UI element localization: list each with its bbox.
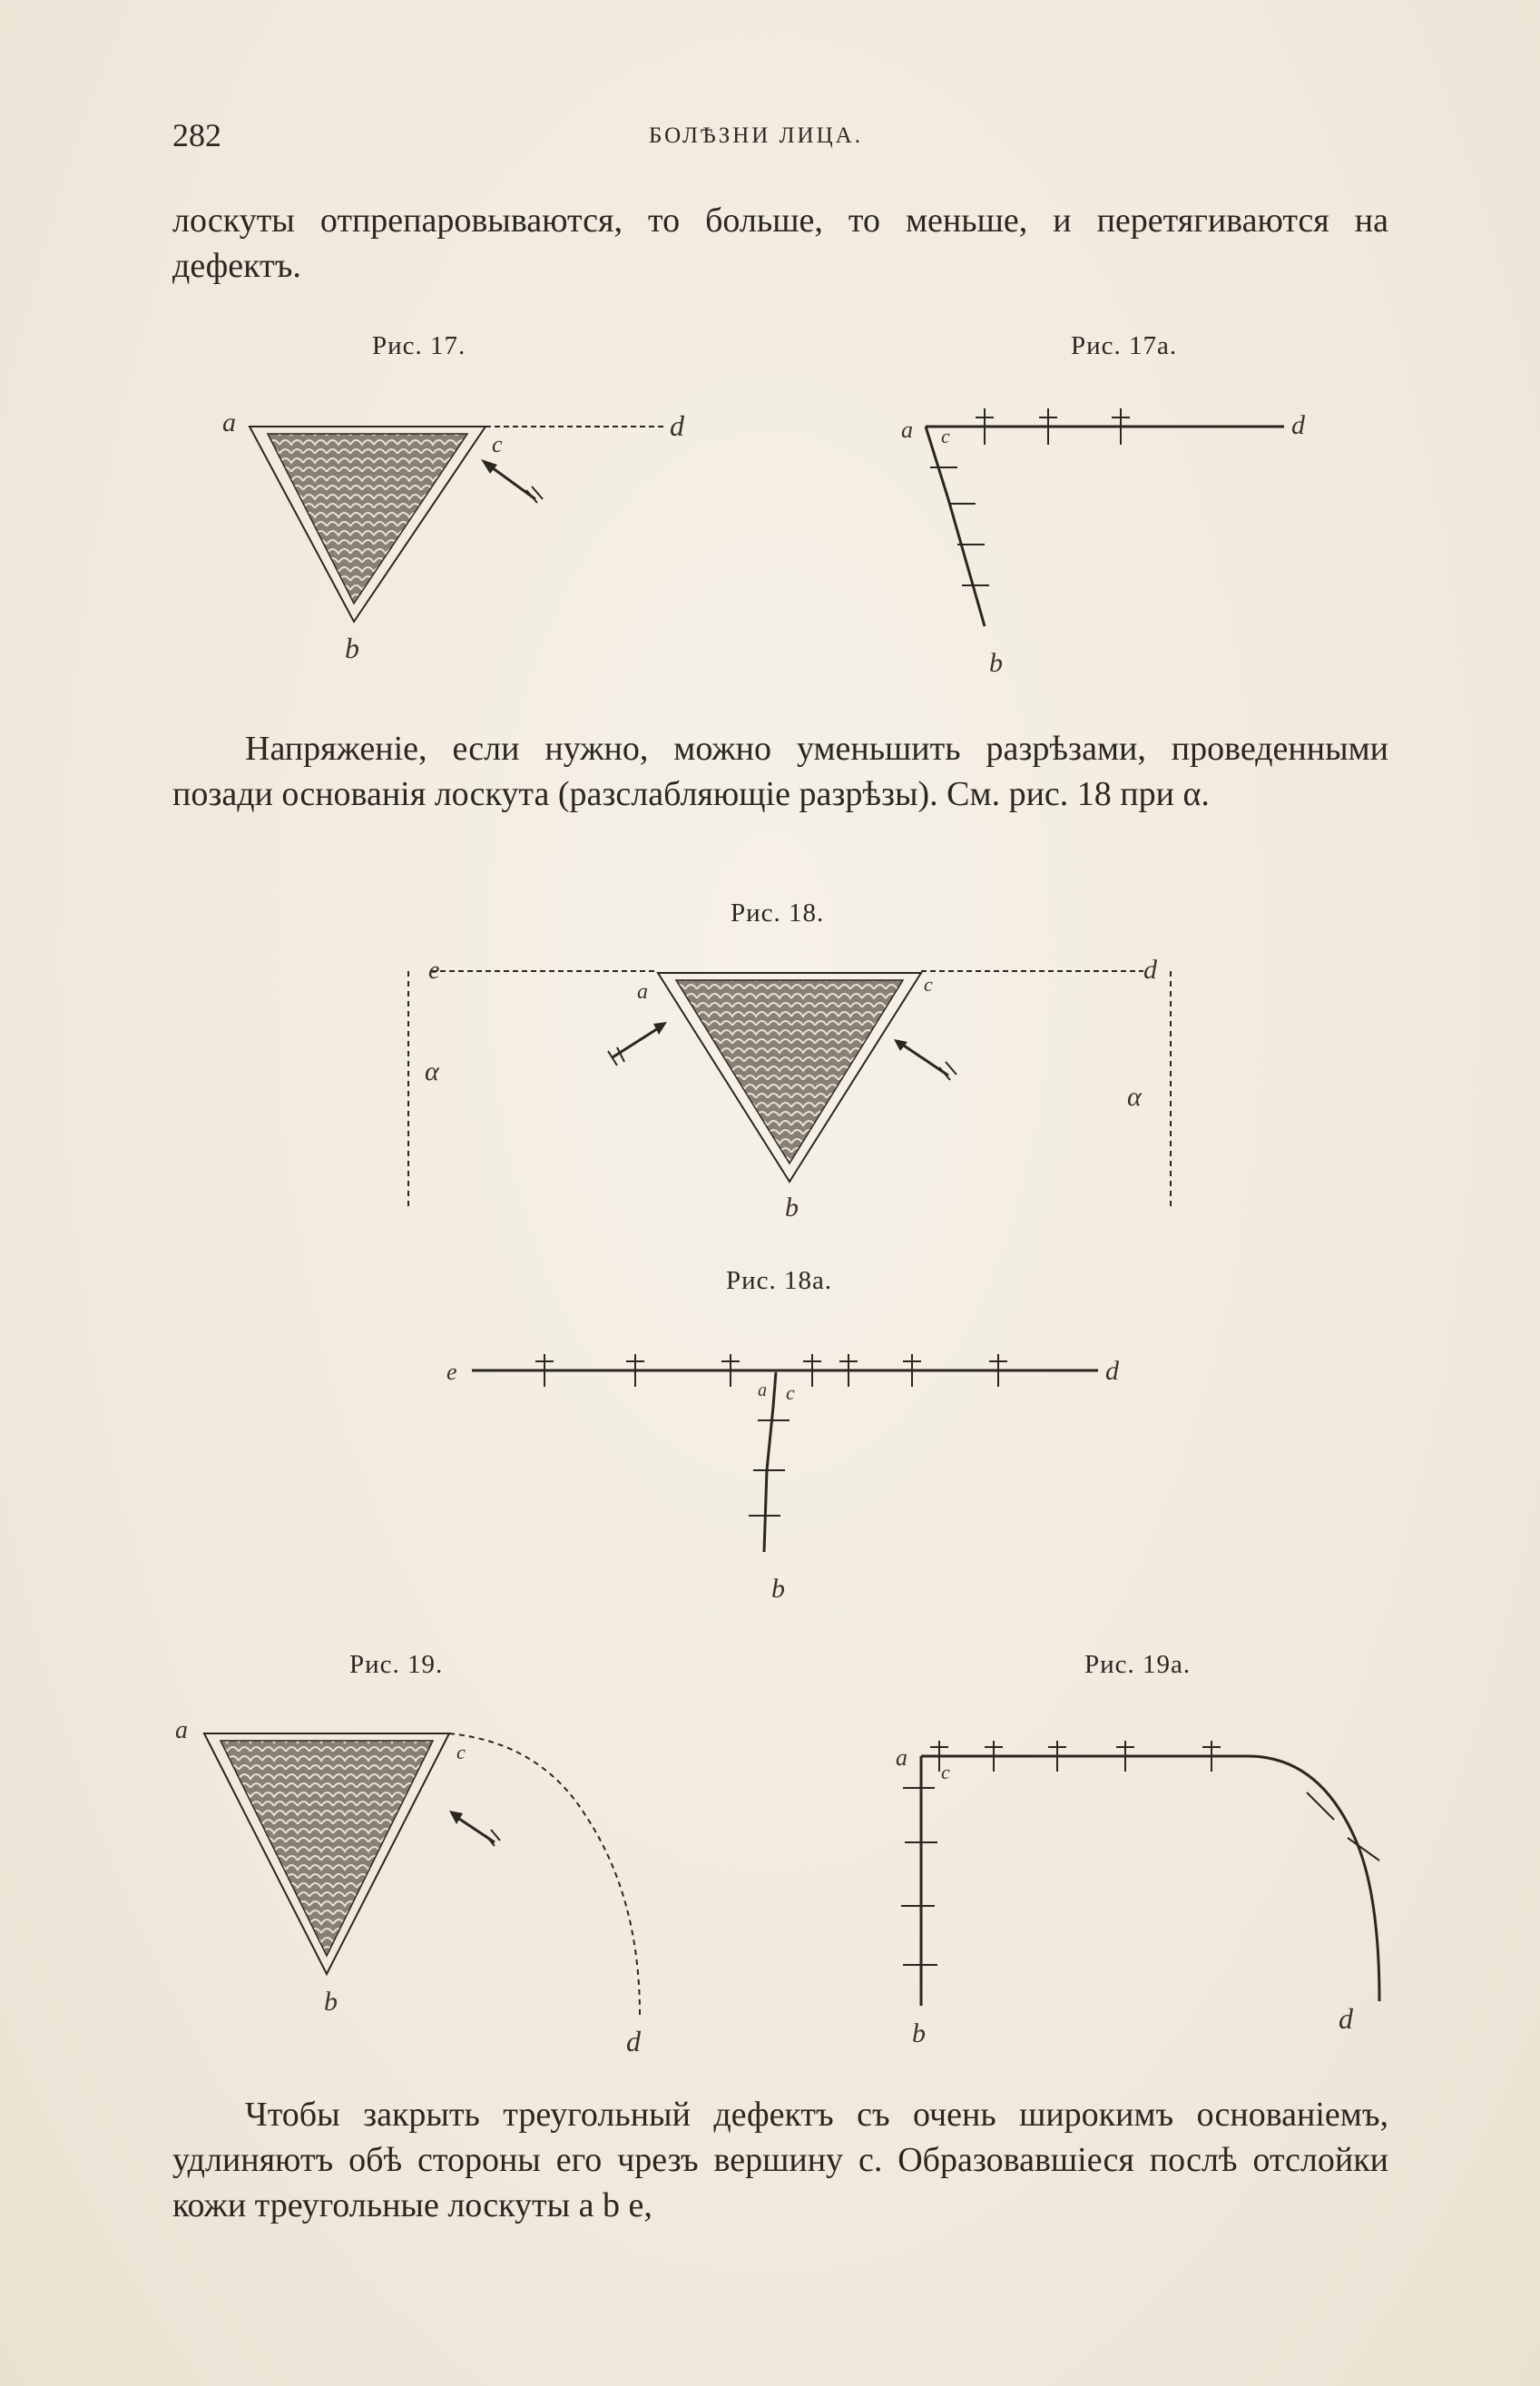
fig19-label-d: d <box>626 2025 641 2057</box>
fig19a-label-d: d <box>1339 2002 1353 2035</box>
arrow-icon <box>449 1811 500 1846</box>
fig17a-label-b: b <box>989 648 1003 678</box>
fig18-label-c: c <box>924 973 933 996</box>
fig18a-label-e: e <box>446 1359 457 1385</box>
fig17-label-c: c <box>492 431 503 457</box>
figure-17 <box>209 399 717 690</box>
fig18-label-d: d <box>1143 955 1157 985</box>
fig18-label-alpha-right: α <box>1127 1082 1142 1112</box>
running-head: БОЛѢЗНИ ЛИЦА. <box>649 123 863 148</box>
fig17a-label-c: c <box>941 425 950 447</box>
figure-18a <box>436 1334 1134 1606</box>
fig18a-label-c: c <box>786 1381 795 1404</box>
fig18-label-e: e <box>428 957 440 985</box>
fig18-label-alpha-left: α <box>425 1056 439 1086</box>
fig17a-label-a: a <box>901 417 913 443</box>
fig18-label-b: b <box>785 1193 799 1222</box>
figure-18 <box>390 953 1189 1225</box>
fig19-label-a: a <box>175 1716 188 1744</box>
figure-19 <box>168 1715 676 2060</box>
fig19-label-b: b <box>324 1987 338 2017</box>
fig18-label-a: a <box>637 980 648 1004</box>
arrow-icon <box>481 459 543 503</box>
figure-19-caption: Рис. 19. <box>349 1650 444 1679</box>
page-number: 282 <box>172 117 221 153</box>
fig17-label-a: a <box>222 407 236 437</box>
fig17a-label-d: d <box>1291 410 1305 440</box>
figure-19a-caption: Рис. 19a. <box>1084 1650 1192 1679</box>
figure-19a <box>885 1715 1393 2060</box>
fig19a-label-b: b <box>912 2018 926 2048</box>
figure-17a <box>885 390 1339 690</box>
fig17-label-b: b <box>345 632 359 664</box>
paragraph-1: лоскуты отпрепаровываются, то больше, то меньше, и перетягиваются на дефектъ. <box>172 201 1388 285</box>
paragraph-3: Чтобы закрыть треугольный дефектъ съ очень широкимъ основаніемъ, удлиняютъ обѣ стороны его чрезъ вершину с. Образовавшіеся послѣ отслойки кожи треугольные лоскуты a b e, <box>172 2096 1388 2224</box>
figure-18a-caption: Рис. 18a. <box>726 1266 833 1295</box>
fig18a-label-b: b <box>771 1574 785 1604</box>
fig18a-label-a: a <box>758 1380 767 1400</box>
arrow-left-icon <box>608 1022 667 1065</box>
fig19-label-c: c <box>456 1741 466 1763</box>
fig19a-label-a: a <box>896 1744 907 1771</box>
figure-17a-caption: Рис. 17a. <box>1071 331 1178 360</box>
fig19a-label-c: c <box>941 1761 950 1783</box>
figure-18-caption: Рис. 18. <box>731 898 825 928</box>
paragraph-2: Напряженіе, если нужно, можно уменьшить разрѣзами, проведенными позади основанія лоскута (разслабляющіе разрѣзы). См. рис. 18 при α. <box>172 730 1388 813</box>
figure-17-caption: Рис. 17. <box>372 331 466 360</box>
page-header <box>172 107 1388 162</box>
fig18a-label-d: d <box>1105 1356 1119 1386</box>
arrow-right-icon <box>894 1039 956 1080</box>
fig17-label-d: d <box>670 409 684 442</box>
